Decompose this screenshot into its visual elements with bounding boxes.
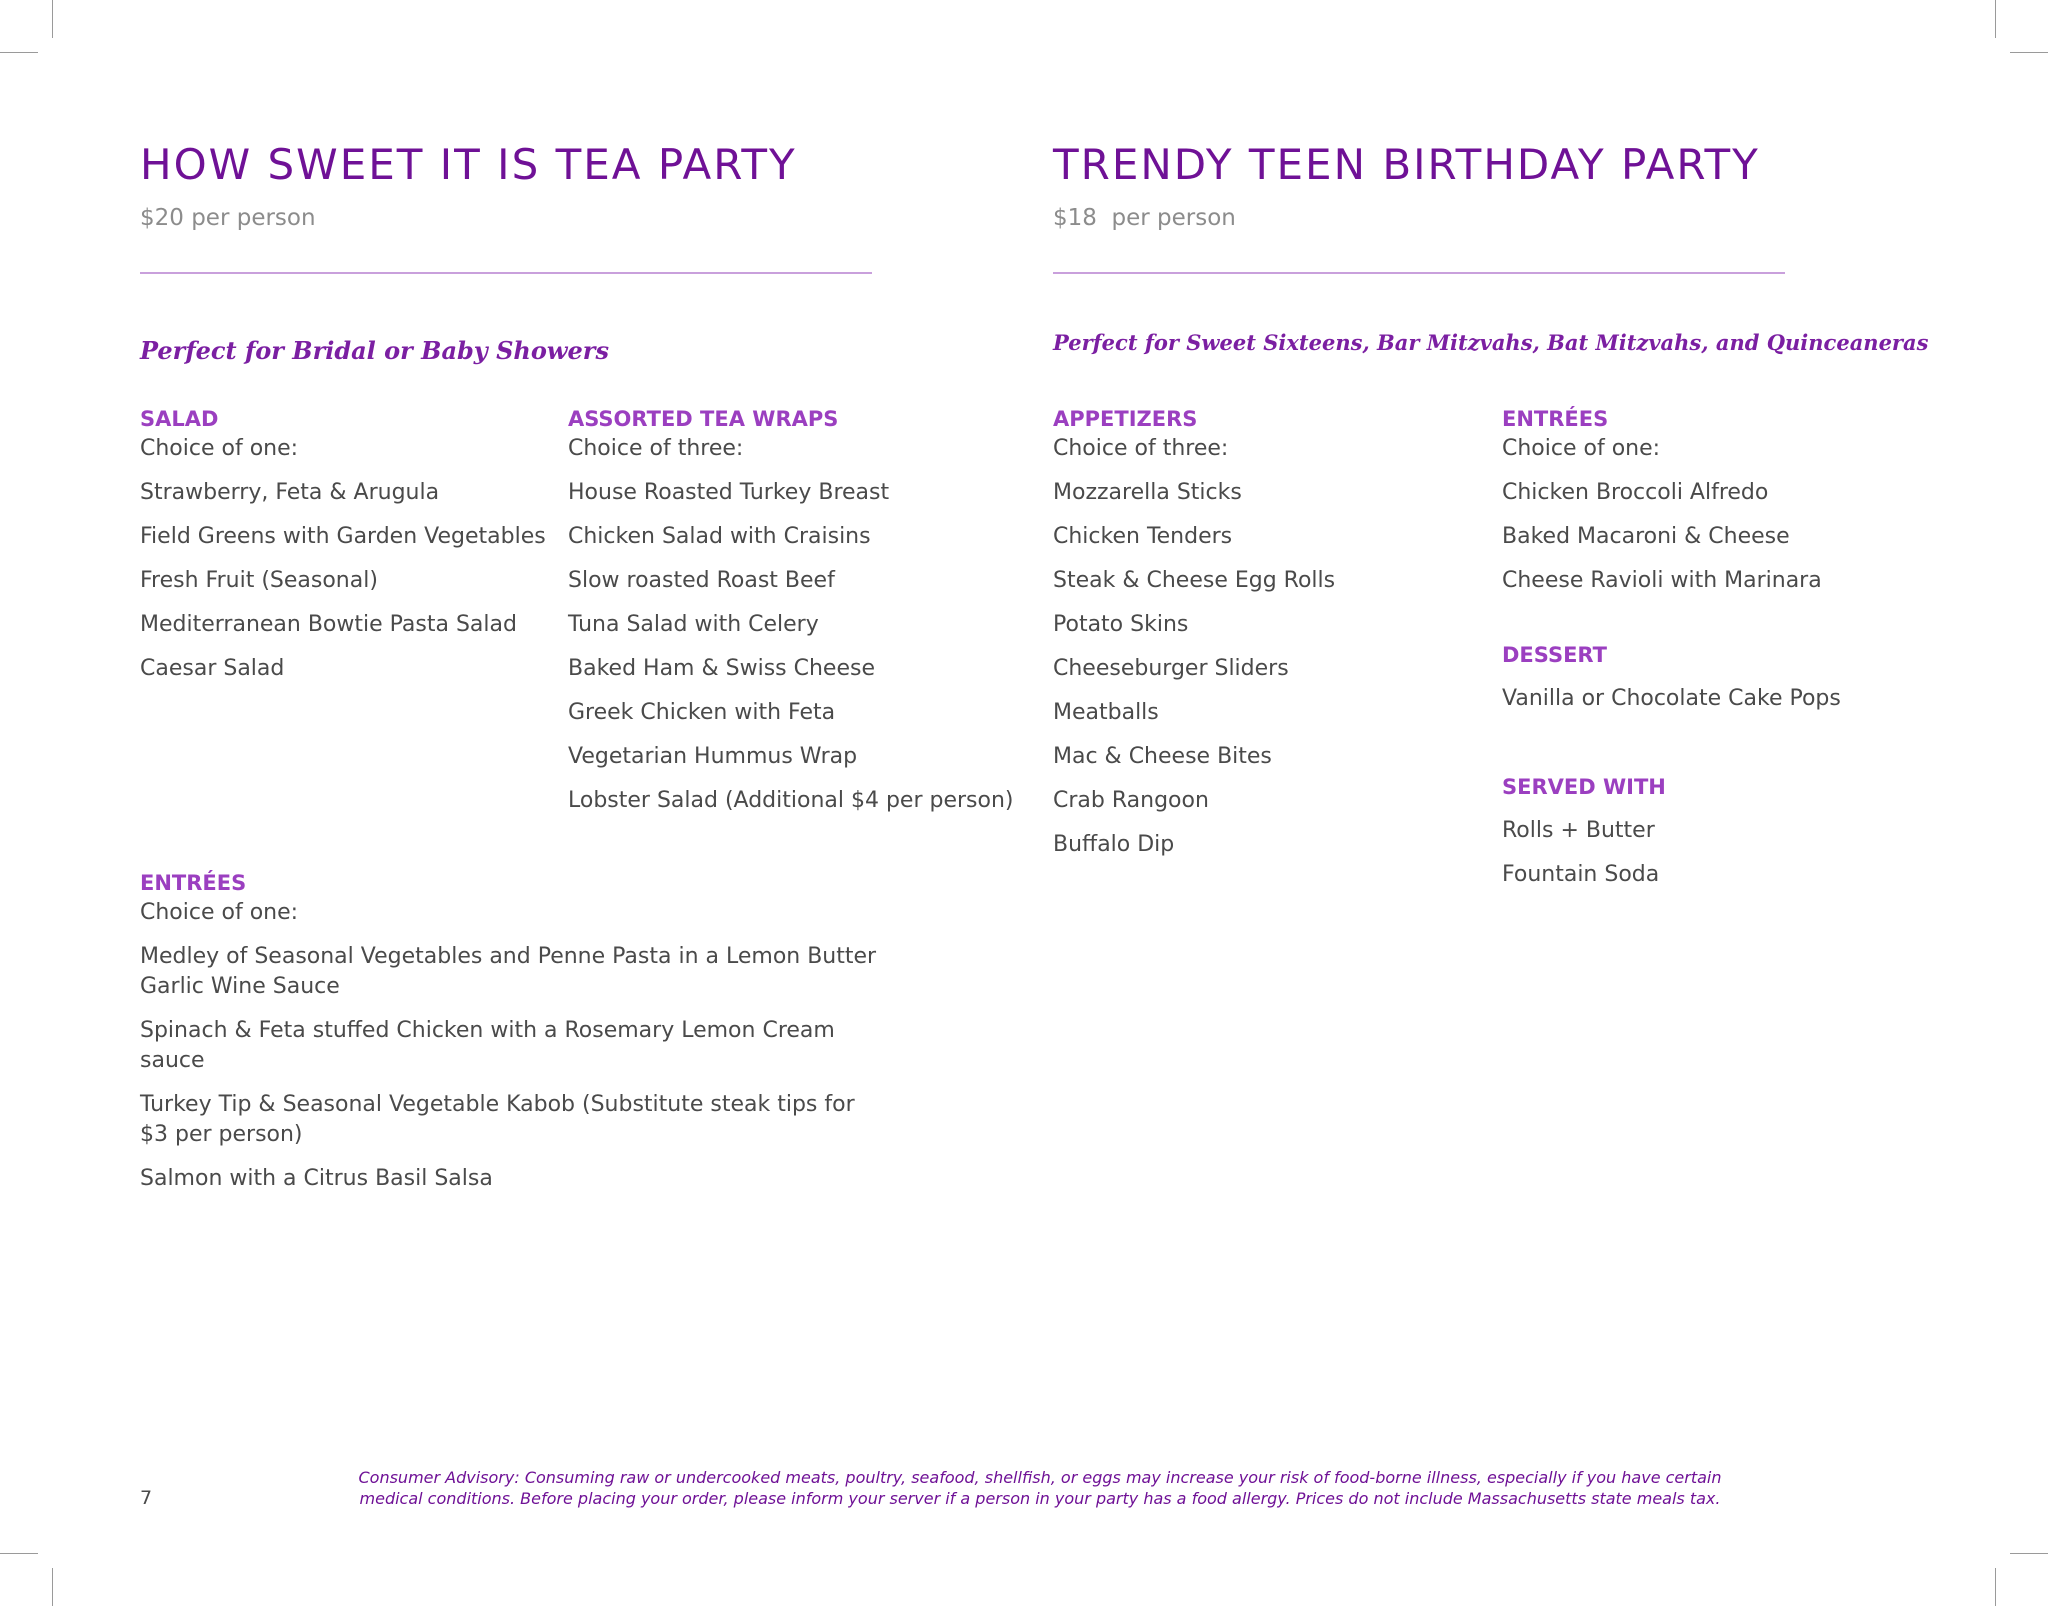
menu-item: Meatballs — [1053, 700, 1159, 725]
menu-item: Tuna Salad with Celery — [568, 612, 819, 637]
section-heading: SALAD — [140, 407, 219, 431]
section-heading: DESSERT — [1502, 643, 1607, 667]
section-subheading: Choice of three: — [1053, 436, 1229, 461]
menu-item: Strawberry, Feta & Arugula — [140, 480, 440, 505]
menu-item: House Roasted Turkey Breast — [568, 480, 890, 505]
served-with-list — [1502, 816, 1666, 890]
crop-mark — [2010, 1553, 2048, 1554]
crop-mark — [52, 0, 53, 38]
section-subheading: Choice of one: — [140, 436, 299, 461]
menu-item: Potato Skins — [1053, 612, 1189, 637]
menu-item: Crab Rangoon — [1053, 788, 1209, 813]
menu-item: Steak & Cheese Egg Rolls — [1053, 568, 1336, 593]
menu-item: Fountain Soda — [1502, 862, 1660, 887]
section-subheading: Choice of one: — [1502, 436, 1661, 461]
left-menu-price: $20 per person — [140, 205, 316, 231]
menu-item: Baked Ham & Swiss Cheese — [568, 656, 875, 681]
right-menu-price: $18 per person — [1053, 205, 1236, 231]
crop-mark — [1995, 0, 1996, 38]
left-tagline: Perfect for Bridal or Baby Showers — [140, 336, 609, 365]
menu-item: Chicken Salad with Craisins — [568, 524, 871, 549]
left-entrees-list — [140, 942, 880, 1194]
tea-wraps-list — [568, 478, 1014, 816]
right-entrees-section — [1502, 404, 1822, 596]
crop-mark — [0, 1553, 38, 1554]
crop-mark — [52, 1568, 53, 1606]
menu-item: Mac & Cheese Bites — [1053, 744, 1272, 769]
left-menu-title: HOW SWEET IT IS TEA PARTY — [140, 140, 797, 189]
section-heading: SERVED WITH — [1502, 775, 1666, 799]
section-heading: APPETIZERS — [1053, 407, 1198, 431]
menu-item: Baked Macaroni & Cheese — [1502, 524, 1790, 549]
tea-wraps-section — [568, 404, 1014, 816]
advisory-line: Consumer Advisory: Consuming raw or undercooked meats, poultry, seafood, shellfish, or eggs may increase your risk of food-borne illness, especially if you have certain — [358, 1468, 1722, 1487]
section-heading: ENTRÉES — [140, 871, 247, 895]
right-menu-title: TRENDY TEEN BIRTHDAY PARTY — [1053, 140, 1760, 189]
menu-item: Cheese Ravioli with Marinara — [1502, 568, 1822, 593]
menu-item: Chicken Broccoli Alfredo — [1502, 480, 1769, 505]
served-with-section — [1502, 772, 1666, 890]
crop-mark — [0, 52, 38, 53]
crop-mark — [1995, 1568, 1996, 1606]
menu-item: Lobster Salad (Additional $4 per person) — [568, 788, 1014, 813]
menu-item: Vegetarian Hummus Wrap — [568, 744, 858, 769]
menu-item: Mozzarella Sticks — [1053, 480, 1242, 505]
menu-item: Cheeseburger Sliders — [1053, 656, 1289, 681]
crop-mark — [2010, 52, 2048, 53]
left-entrees-section — [140, 868, 880, 1194]
menu-item: Turkey Tip & Seasonal Vegetable Kabob (Substitute steak tips for $3 per person) — [140, 1092, 855, 1147]
section-heading: ENTRÉES — [1502, 407, 1609, 431]
salad-list — [140, 478, 546, 684]
page-number: 7 — [140, 1487, 153, 1509]
menu-item: Greek Chicken with Feta — [568, 700, 836, 725]
section-heading: ASSORTED TEA WRAPS — [568, 407, 839, 431]
menu-item: Rolls + Butter — [1502, 818, 1655, 843]
right-entrees-list — [1502, 478, 1822, 596]
appetizers-list — [1053, 478, 1335, 860]
menu-item: Medley of Seasonal Vegetables and Penne Pasta in a Lemon Butter Garlic Wine Sauce — [140, 944, 877, 999]
salad-section — [140, 404, 546, 684]
menu-item: Caesar Salad — [140, 656, 285, 681]
advisory-line: medical conditions. Before placing your order, please inform your server if a person in your party has a food allergy. Prices do not include Massachusetts state meals tax. — [359, 1489, 1721, 1508]
menu-item: Mediterranean Bowtie Pasta Salad — [140, 612, 517, 637]
menu-item: Spinach & Feta stuffed Chicken with a Rosemary Lemon Cream sauce — [140, 1018, 835, 1073]
menu-item: Salmon with a Citrus Basil Salsa — [140, 1166, 493, 1191]
right-tagline: Perfect for Sweet Sixteens, Bar Mitzvahs, Bat Mitzvahs, and Quinceaneras — [1053, 330, 1929, 355]
menu-item: Slow roasted Roast Beef — [568, 568, 835, 593]
consumer-advisory — [200, 1467, 1880, 1509]
menu-item: Buffalo Dip — [1053, 832, 1175, 857]
menu-item: Field Greens with Garden Vegetables — [140, 524, 546, 549]
right-divider — [1053, 272, 1785, 274]
left-divider — [140, 272, 872, 274]
dessert-list — [1502, 684, 1841, 714]
menu-item: Fresh Fruit (Seasonal) — [140, 568, 378, 593]
menu-item: Chicken Tenders — [1053, 524, 1233, 549]
appetizers-section — [1053, 404, 1335, 860]
section-subheading: Choice of one: — [140, 900, 299, 925]
menu-item: Vanilla or Chocolate Cake Pops — [1502, 686, 1841, 711]
section-subheading: Choice of three: — [568, 436, 744, 461]
dessert-section — [1502, 640, 1841, 714]
